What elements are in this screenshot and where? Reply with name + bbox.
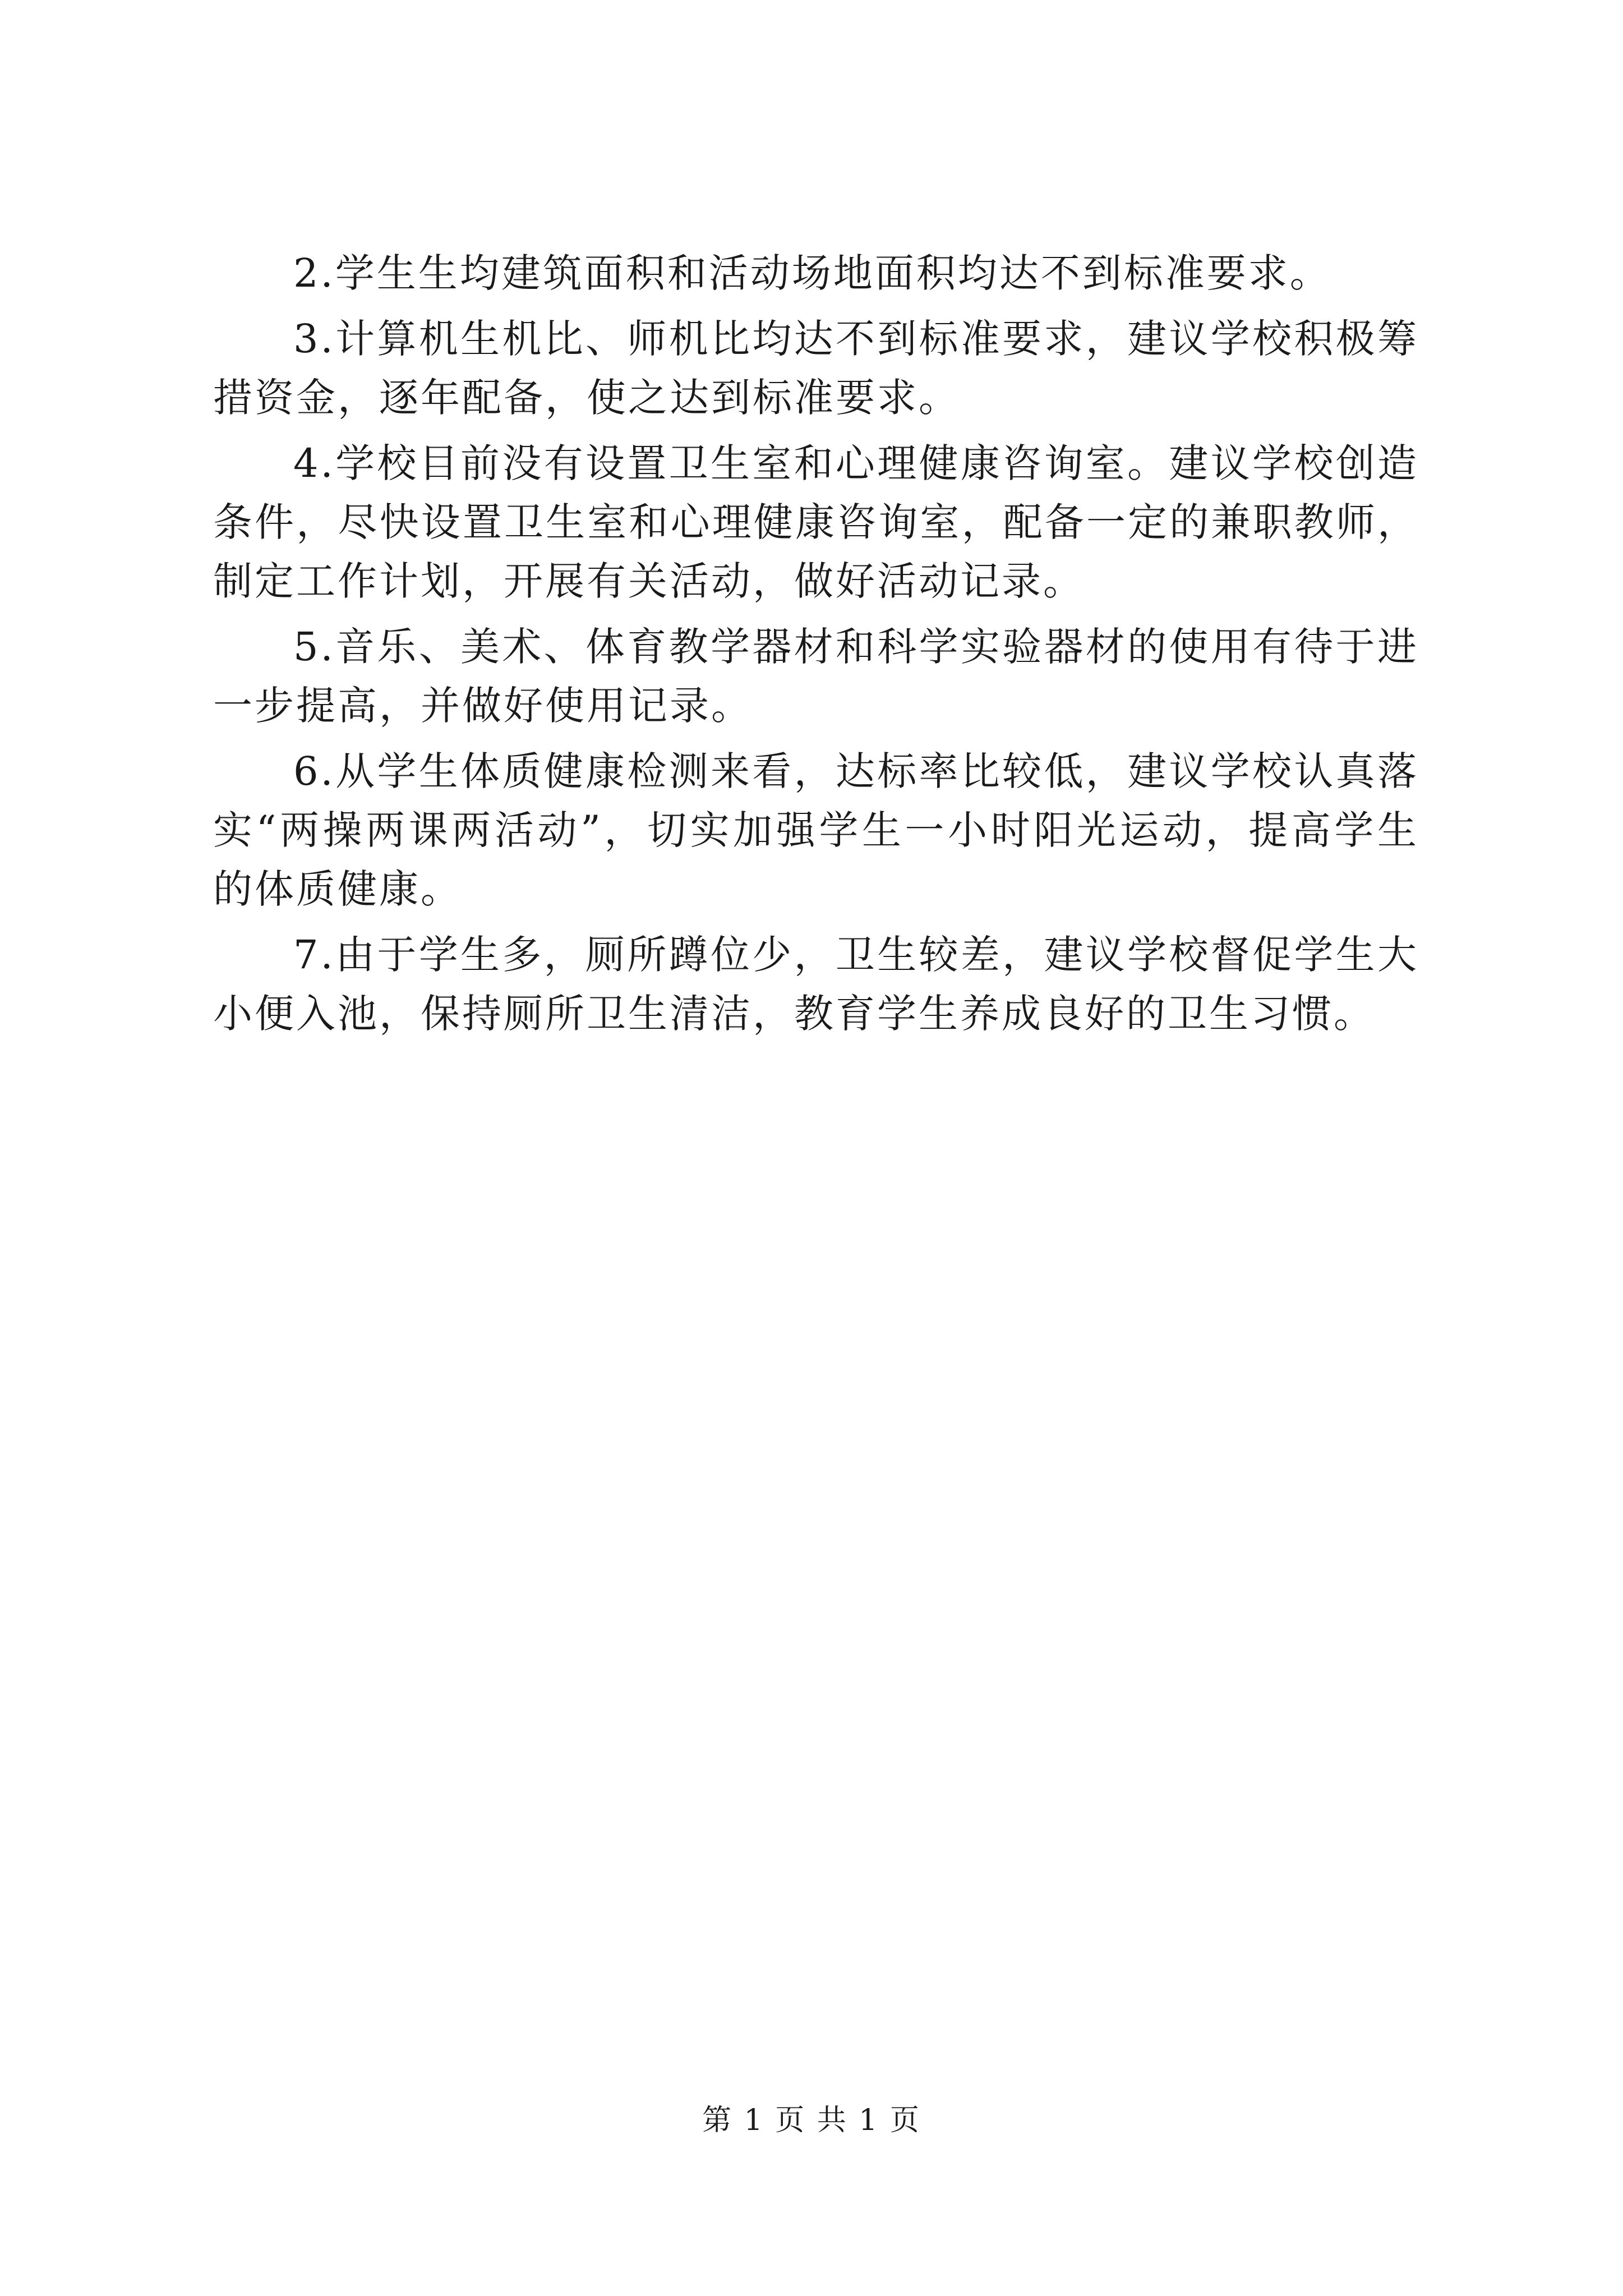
document-body	[213, 244, 1419, 1043]
paragraph-item-7: 7.由于学生多，厕所蹲位少，卫生较差，建议学校督促学生大小便入池，保持厕所卫生清洁，教育学生养成良好的卫生习惯。	[213, 932, 1419, 1037]
page-footer: 第 1 页 共 1 页	[702, 2104, 921, 2137]
paragraph-item-6: 6.从学生体质健康检测来看，达标率比较低，建议学校认真落实“两操两课两活动”，切实加强学生一小时阳光运动，提高学生的体质健康。	[213, 748, 1419, 912]
paragraph-item-4: 4.学校目前没有设置卫生室和心理健康咨询室。建议学校创造条件，尽快设置卫生室和心理健康咨询室，配备一定的兼职教师，制定工作计划，开展有关活动，做好活动记录。	[213, 440, 1419, 604]
paragraph-item-3: 3.计算机生机比、师机比均达不到标准要求，建议学校积极筹措资金，逐年配备，使之达到标准要求。	[213, 316, 1419, 421]
paragraph-item-2: 2.学生生均建筑面积和活动场地面积均达不到标准要求。	[293, 250, 1331, 296]
paragraph-item-5: 5.音乐、美术、体育教学器材和科学实验器材的使用有待于进一步提高，并做好使用记录。	[213, 624, 1419, 729]
